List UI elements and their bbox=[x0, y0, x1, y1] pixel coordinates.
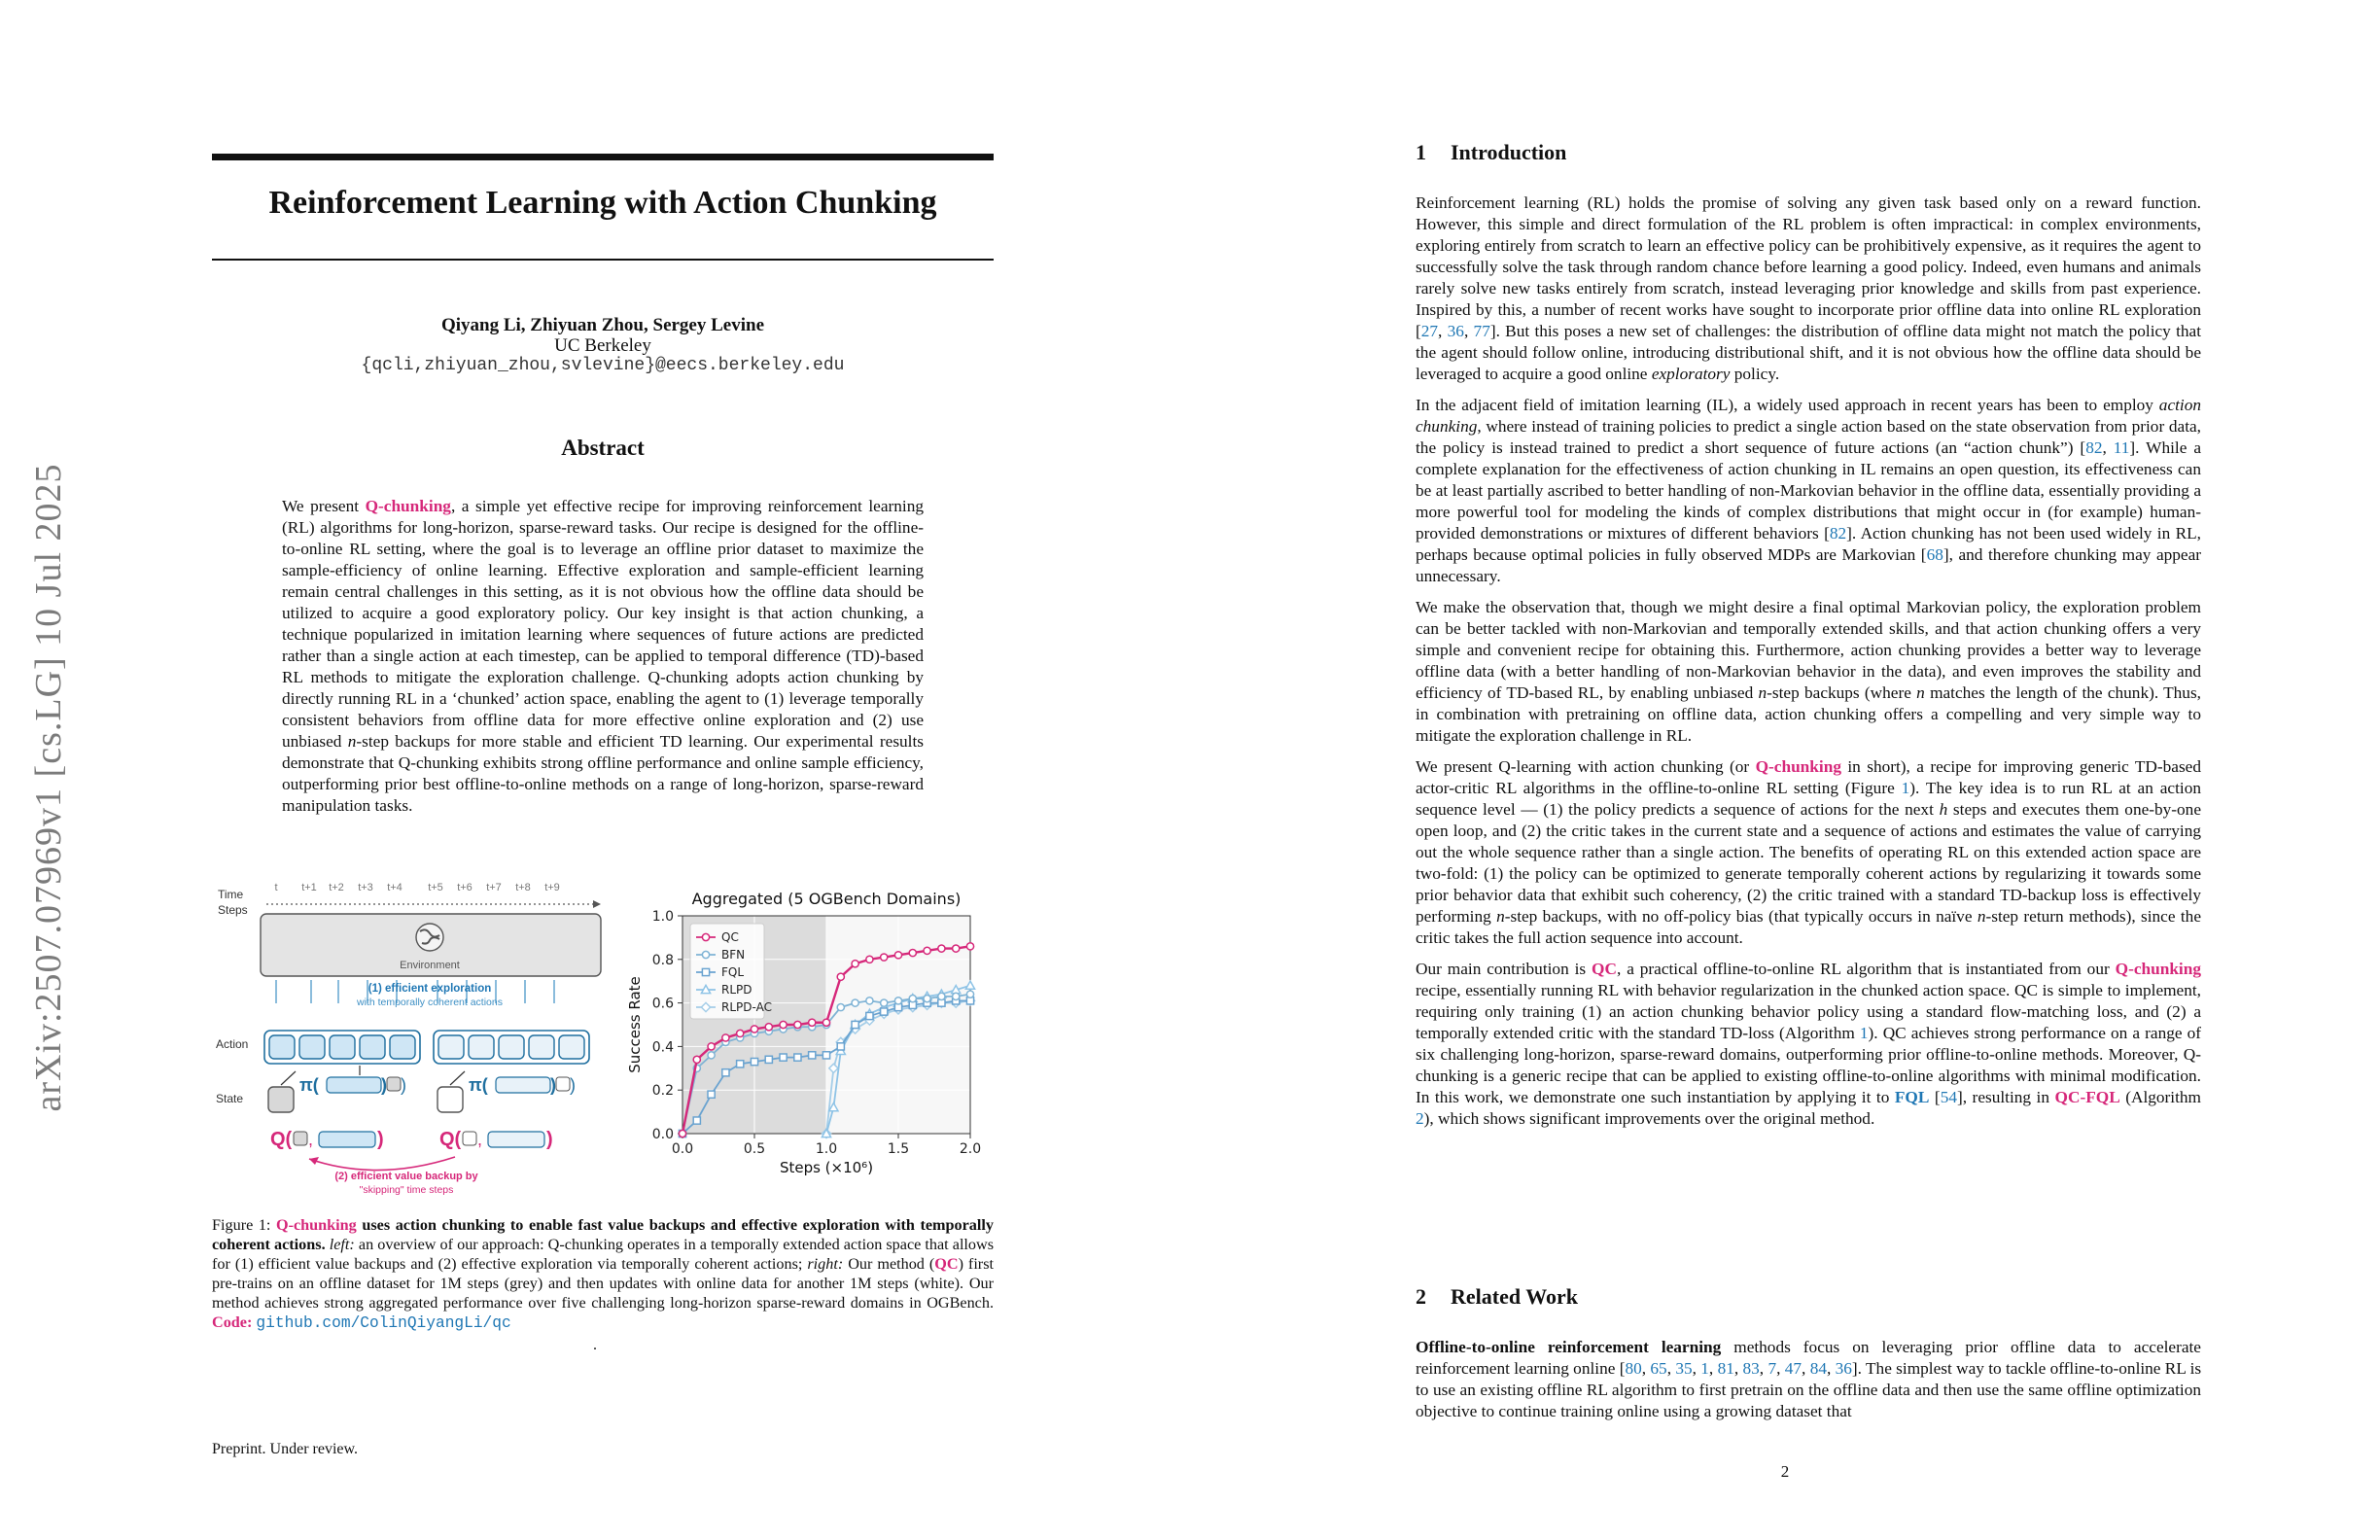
section-heading-related bbox=[1416, 1284, 2201, 1310]
caption-right: right: bbox=[807, 1255, 844, 1273]
citation-link[interactable]: 84 bbox=[1809, 1359, 1827, 1378]
section-title: Introduction bbox=[1451, 140, 1567, 164]
y-tick-label: 0.2 bbox=[651, 1083, 674, 1100]
citation-link[interactable]: 81 bbox=[1717, 1359, 1734, 1378]
preprint-footer: Preprint. Under review. bbox=[212, 1441, 359, 1457]
environment-label: Environment bbox=[400, 960, 460, 971]
text: Our main contribution is bbox=[1416, 960, 1592, 978]
text: in short), a recipe for improving generic TD-based actor-critic RL algorithms in the offline-to-online RL setting (Figure bbox=[1416, 757, 2201, 797]
data-point-qc bbox=[809, 1019, 816, 1026]
data-point-qc bbox=[924, 947, 930, 954]
intro-paragraph-2: In the adjacent field of imitation learning (IL), a widely used approach in recent years has been to employ action chunking, where instead of training policies to predict a single action based on the state observation from prior data, the policy is instead trained to predict a short sequence of future actions (an “action chunk”) [82, 11]. While a complete explanation for the effectiveness of action chunking in IL remains an open question, its effectiveness can be at least partially ascribed to better handling of non-Markovian behavior in the offline data, essentially providing a more powerful tool for modeling the kinds of complex distributions that might occur in (for example) human-provided demonstrations or mixtures of different behaviors [82]. Action chunking has not been used widely in RL, perhaps because optimal policies in fully observed MDPs are Markovian [68], and therefore chunking may appear unnecessary. bbox=[1416, 396, 2201, 585]
fql-link[interactable]: FQL bbox=[1894, 1088, 1930, 1106]
page-number: 2 bbox=[1780, 1462, 1790, 1481]
figure-1-svg bbox=[212, 875, 994, 1196]
figure-link[interactable]: 1 bbox=[1901, 779, 1910, 797]
text: ). QC achieves strong performance on a range of six challenging long-horizon, sparse-reward domains, outperforming prior offline-to-online methods. Moreover, Q-chunking is a generic recipe that can be applied to existing offline-to-online algorithms with minimal modification. In this work, we demonstrate one such instantiation by applying it to bbox=[1416, 1024, 2202, 1106]
caption-left: left: bbox=[329, 1236, 355, 1253]
state-arrow-1 bbox=[281, 1071, 296, 1085]
q-function-2-state bbox=[463, 1132, 476, 1145]
y-tick-label: 0.0 bbox=[651, 1127, 674, 1142]
text: -step backups, with no off-policy bias (that typically occurs in naïve bbox=[1504, 907, 1978, 926]
approach-diagram bbox=[216, 882, 601, 1196]
data-point-fql bbox=[751, 1058, 757, 1065]
section-heading-intro bbox=[1416, 140, 2201, 165]
data-point-qc bbox=[966, 943, 973, 950]
data-point-bfn bbox=[966, 991, 973, 998]
caption-dot: . bbox=[593, 1337, 597, 1353]
citation-link[interactable]: 82 bbox=[2085, 438, 2103, 457]
time-tick-label: t+9 bbox=[544, 882, 560, 893]
exploration-label-2: with temporally coherent actions bbox=[357, 997, 503, 1008]
abstract-text bbox=[282, 496, 924, 817]
math-n: n bbox=[1496, 907, 1505, 926]
algorithm-link[interactable]: 1 bbox=[1859, 1024, 1869, 1042]
text: -step backups (where bbox=[1767, 683, 1917, 702]
time-tick-label: t+2 bbox=[329, 882, 344, 893]
time-label-1: Time bbox=[218, 888, 244, 901]
data-point-bfn bbox=[924, 996, 930, 1002]
data-point-qc bbox=[693, 1056, 700, 1063]
policy-1-state bbox=[387, 1077, 401, 1091]
data-point-qc bbox=[751, 1026, 757, 1032]
data-point-fql bbox=[837, 1043, 844, 1050]
data-point-qc bbox=[938, 945, 945, 952]
text-italic: action chunking bbox=[1416, 396, 2201, 436]
data-point-fql bbox=[794, 1054, 801, 1061]
intro-paragraph-4 bbox=[1416, 756, 2201, 949]
data-point-qc bbox=[837, 973, 844, 980]
qchunking-link[interactable]: Q-chunking bbox=[1755, 757, 1841, 776]
action-label: Action bbox=[216, 1037, 249, 1051]
text-italic: exploratory bbox=[1651, 365, 1731, 383]
citation-link[interactable]: 36 bbox=[1835, 1359, 1852, 1378]
qc-fql-link[interactable]: QC-FQL bbox=[2054, 1088, 2120, 1106]
section-title: Related Work bbox=[1451, 1284, 1578, 1309]
time-tick-label: t+4 bbox=[387, 882, 402, 893]
qc-link[interactable]: QC bbox=[1592, 960, 1617, 978]
policy-2-chunk bbox=[496, 1077, 550, 1093]
data-point-fql bbox=[866, 1012, 873, 1019]
time-tick-label: t bbox=[274, 882, 278, 893]
code-link[interactable]: github.com/ColinQiyangLi/qc bbox=[256, 1314, 511, 1332]
title-rule-bottom bbox=[212, 259, 994, 261]
caption-text: ) first pre-trains on an offline dataset for 1M steps (grey) and then updates with online data for another 1M steps (white). Our method achieves strong aggregated performance over five challenging long-horizon sparse-reward domains in OGBench. bbox=[212, 1255, 994, 1312]
q-function-2-close: ) bbox=[546, 1129, 553, 1150]
author-emails: {qcli,zhiyuan_zhou,svlevine}@eecs.berkeley.edu bbox=[361, 356, 845, 375]
policy-2-end: ) bbox=[570, 1075, 576, 1095]
arxiv-stamp-text: arXiv:2507.07969v1 [cs.LG] 10 Jul 2025 bbox=[28, 463, 69, 1112]
x-axis-label: Steps (×10⁶) bbox=[779, 1159, 874, 1176]
x-tick-label: 1.0 bbox=[815, 1141, 838, 1157]
caption-qchunking[interactable]: Q-chunking bbox=[276, 1216, 357, 1234]
caption-code-label: Code: bbox=[212, 1313, 253, 1331]
text: ). The key idea is to run RL at an action sequence level — (1) the policy predicts a sequence of actions for the next bbox=[1416, 779, 2201, 819]
text: ], and therefore chunking may appear unnecessary. bbox=[1416, 545, 2201, 585]
time-label-2: Steps bbox=[218, 903, 248, 917]
state-box-1 bbox=[268, 1087, 294, 1112]
math-n: n bbox=[1758, 683, 1768, 702]
chart-title: Aggregated (5 OGBench Domains) bbox=[691, 890, 962, 908]
text: steps and executes them one-by-one open loop, and (2) the critic takes in the current state and a sequence of actions and estimates the value of carrying out the whole sequence rather than a single action. The benefits of operating RL on this extended action space are two-fold: (1) the policy can be optimized to generate temporally coherent actions by regularizing it towards some prior behavior data that exhibit such coherency, (2) the critic trained with a standard TD-backup loss is effectively performing bbox=[1416, 800, 2201, 926]
data-point-qc bbox=[822, 1019, 829, 1026]
data-point-qc bbox=[866, 956, 873, 962]
data-point-fql bbox=[809, 1052, 816, 1059]
policy-2-symbol: π( bbox=[469, 1075, 488, 1095]
time-tick-label: t+6 bbox=[457, 882, 472, 893]
data-point-fql bbox=[881, 1008, 888, 1015]
abstract-part: , a simple yet effective recipe for improving reinforcement learning (RL) algorithms for long-horizon, sparse-reward tasks. Our recipe is designed for the offline-to-online RL setting, where the goal is to leverage an offline prior dataset to maximize the sample-efficiency of online learning. Effective exploration and sample-efficient learning remain central challenges in this setting, as it is not obvious how the offline data should be utilized to acquire a good exploratory policy. Our key insight is that action chunking, a technique popularized in imitation learning where sequences of future actions are predicted rather than a single action at each timestep, can be applied to temporal difference (TD)-based RL methods to mitigate the exploration challenge. Q-chunking adopts action chunking by directly running RL in a ‘chunked’ action space, enabling the agent to (1) leverage temporally consistent behaviors from offline data for more effective online exploration and (2) use unbiased bbox=[282, 497, 924, 751]
legend-marker-bfn bbox=[702, 951, 709, 958]
page-right bbox=[1190, 0, 2380, 1540]
legend-label-rlpd-ac: RLPD-AC bbox=[721, 1000, 772, 1014]
data-point-qc bbox=[708, 1043, 715, 1050]
author-names: Qiyang Li, Zhiyuan Zhou, Sergey Levine bbox=[440, 315, 765, 335]
policy-2-state bbox=[556, 1077, 570, 1091]
data-point-fql bbox=[722, 1069, 729, 1076]
action-chunk-1-cells bbox=[269, 1035, 415, 1059]
text: ]. While a complete explanation for the effectiveness of action chunking in IL remains an open question, its effectiveness can be at least partially ascribed to better handling of non-Markovian behavior in the offline data, essentially providing a more powerful tool for modeling the kinds of complex distributions that might occur in (for example) human-provided demonstrations or mixtures of different behaviors [ bbox=[1416, 438, 2201, 542]
q-function-2-chunk bbox=[488, 1132, 544, 1147]
text: ]. Action chunking has not been used widely in RL, perhaps because optimal policies in fully observed MDPs are Markovian [ bbox=[1416, 524, 2201, 564]
intro-paragraph-1: Reinforcement learning (RL) holds the promise of solving any given task based only on a reward function. However, this simple and direct formulation of the RL problem is often impractical: in complex environments, exploring entirely from scratch to learn an effective policy can be prohibitively expensive, as it requires the agent to successfully solve the task through random chance before learning a good policy. Indeed, even humans and animals rarely solve new tasks entirely from scratch, instead leveraging prior knowledge and skills from past experience. Inspired by this, a number of recent works have sought to incorporate prior offline data into online RL exploration [27, 36, 77]. But this poses a new set of challenges: the distribution of offline data might not match the policy that the agent should follow online, introducing distributional shift, and it is not obvious how the offline data should be leveraged to acquire a good online exploratory policy. bbox=[1416, 193, 2202, 383]
data-point-bfn bbox=[953, 993, 960, 999]
data-point-bfn bbox=[708, 1052, 715, 1059]
policy-2-close: ) bbox=[550, 1075, 556, 1095]
title-rule-top bbox=[212, 154, 994, 160]
data-point-qc bbox=[894, 952, 901, 959]
math-n: n bbox=[347, 732, 357, 751]
citation-link[interactable]: 7 bbox=[1768, 1359, 1777, 1378]
policy-1-end: ) bbox=[401, 1075, 406, 1095]
time-tick-label: t+5 bbox=[428, 882, 443, 893]
figure-1 bbox=[212, 875, 994, 1196]
x-tick-label: 2.0 bbox=[959, 1141, 982, 1157]
citation-link[interactable]: 83 bbox=[1742, 1359, 1760, 1378]
intro-paragraph-5 bbox=[1416, 959, 2201, 1130]
text: matches the length of the chunk). Thus, in combination with pretraining on offline data, action chunking offers a compelling and very simple way to mitigate the exploration challenge in RL. bbox=[1416, 683, 2201, 745]
intro-body bbox=[1416, 192, 2201, 1130]
legend-marker-qc bbox=[702, 933, 709, 940]
y-tick-label: 1.0 bbox=[651, 909, 674, 925]
related-section bbox=[1416, 1284, 2201, 1310]
citation-link[interactable]: 77 bbox=[1473, 322, 1490, 340]
section-number: 2 bbox=[1416, 1284, 1426, 1309]
data-point-qc bbox=[722, 1034, 729, 1041]
citation-link[interactable]: 35 bbox=[1675, 1359, 1693, 1378]
data-point-bfn bbox=[881, 999, 888, 1006]
text: Reinforcement learning (RL) holds the promise of solving any given task based only on a reward function. However, this simple and direct formulation of the RL problem is often impractical: in complex environments, exploring entirely from scratch to learn an effective policy can be prohibitively expensive, as it requires the agent to successfully solve the task through random chance before learning a good policy. Indeed, even humans and animals rarely solve new tasks entirely from scratch, instead leveraging prior knowledge and skills from past experience. Inspired by this, a number of recent works have sought to incorporate prior offline data into online RL exploration [ bbox=[1416, 193, 2201, 340]
citation-link[interactable]: 11 bbox=[2113, 438, 2130, 457]
data-point-bfn bbox=[852, 999, 858, 1006]
citation-link[interactable]: 47 bbox=[1784, 1359, 1802, 1378]
text: [ bbox=[1929, 1088, 1941, 1106]
citation-link[interactable]: 36 bbox=[1447, 322, 1464, 340]
math-n: n bbox=[1977, 907, 1986, 926]
data-point-fql bbox=[852, 1021, 858, 1028]
data-point-fql bbox=[765, 1056, 772, 1063]
legend-label-rlpd: RLPD bbox=[721, 983, 752, 997]
citation-link[interactable]: 1 bbox=[1700, 1359, 1709, 1378]
data-point-qc bbox=[852, 961, 858, 967]
math-h: h bbox=[1939, 800, 1948, 819]
text: ]. The simplest way to tackle offline-to-online RL is to use an existing offline RL algorithm to first pretrain on the offline data and then use the same offline optimization objective to continue training online using a growing dataset that bbox=[1416, 1359, 2202, 1420]
citation-link[interactable]: 54 bbox=[1940, 1088, 1957, 1106]
citation-link[interactable]: 68 bbox=[1926, 545, 1943, 564]
data-point-fql bbox=[693, 1117, 700, 1124]
qchunking-link[interactable]: Q-chunking bbox=[2115, 960, 2201, 978]
abstract-part: -step backups for more stable and efficient TD learning. Our experimental results demonstrate that Q-chunking exhibits strong offline performance and online sample efficiency, outperforming prior best offline-to-online methods on a range of long-horizon, sparse-reward manipulation tasks. bbox=[282, 732, 925, 815]
legend-label-bfn: BFN bbox=[721, 948, 746, 962]
backup-label-2: "skipping" time steps bbox=[359, 1184, 454, 1196]
time-axis-arrow bbox=[593, 900, 601, 908]
time-tick-label: t+1 bbox=[301, 882, 317, 893]
text: policy. bbox=[1730, 365, 1780, 383]
intro-section bbox=[1416, 140, 2201, 165]
text: We present Q-learning with action chunking (or bbox=[1416, 757, 1756, 776]
citation-link[interactable]: 80 bbox=[1625, 1359, 1642, 1378]
affiliation: UC Berkeley bbox=[554, 335, 651, 356]
exploration-label-1: (1) efficient exploration bbox=[368, 983, 492, 995]
algorithm-link[interactable]: 2 bbox=[1416, 1109, 1424, 1128]
intro-paragraph-3 bbox=[1416, 597, 2201, 747]
text: ], resulting in bbox=[1956, 1088, 2055, 1106]
text: , where instead of training policies to predict a single action based on the state observation from prior data, the policy is instead trained to predict a short sequence of future actions (an “action chunk”) [ bbox=[1416, 417, 2201, 457]
x-tick-label: 0.5 bbox=[743, 1141, 766, 1157]
text: recipe, essentially running RL with behavior regularization in the chunked action space. QC is simple to implement, requiring only training (1) an action chunking behavior policy using a standard flow-matching loss, and (2) a temporally extended critic with the standard TD-loss (Algorithm bbox=[1416, 981, 2201, 1042]
related-paragraph-1 bbox=[1416, 1337, 2201, 1422]
data-point-bfn bbox=[866, 998, 873, 1004]
text: We make the observation that, though we might desire a final optimal Markovian policy, the exploration problem can be better tackled with non-Markovian and temporally extended skills, and that action chunking offers a very simple and convenient recipe for obtaining this. Furthermore, action chunking provides a better way to leverage offline data (with a better handling of non-Markovian behavior in the data), and even improves the stability and efficiency of TD-based RL, by enabling unbiased bbox=[1416, 598, 2201, 702]
state-arrow-2 bbox=[450, 1071, 465, 1085]
data-point-qc bbox=[953, 945, 960, 952]
time-ticks bbox=[274, 882, 559, 893]
caption-qc[interactable]: QC bbox=[934, 1255, 959, 1273]
data-point-qc bbox=[737, 1030, 744, 1036]
legend-marker-fql bbox=[702, 968, 709, 975]
aggregated-chart bbox=[626, 890, 981, 1176]
state-box-2 bbox=[438, 1087, 463, 1112]
legend-label-qc: QC bbox=[721, 930, 739, 944]
q-function-1-sep: , bbox=[308, 1130, 314, 1149]
data-point-fql bbox=[780, 1054, 787, 1061]
data-point-qc bbox=[794, 1021, 801, 1028]
x-tick-label: 0.0 bbox=[671, 1141, 694, 1157]
q-function-2-sep: , bbox=[477, 1130, 483, 1149]
backup-arrow bbox=[309, 1157, 455, 1171]
abstract-part: We present bbox=[282, 497, 366, 515]
related-citations: 80, 65, 35, 1, 81, 83, 7, 47, 84, 36 bbox=[1625, 1359, 1852, 1378]
y-tick-label: 0.8 bbox=[651, 952, 674, 968]
caption-text: Our method ( bbox=[843, 1255, 935, 1273]
data-point-fql bbox=[822, 1052, 829, 1059]
y-tick-label: 0.6 bbox=[651, 996, 674, 1012]
data-point-bfn bbox=[894, 998, 901, 1004]
data-point-bfn bbox=[837, 1003, 844, 1010]
data-point-fql bbox=[737, 1061, 744, 1068]
abstract-heading: Abstract bbox=[561, 436, 645, 460]
text: ), which shows significant improvements over the original method. bbox=[1423, 1109, 1875, 1128]
text: , a practical offline-to-online RL algorithm that is instantiated from our bbox=[1616, 960, 2116, 978]
q-function-1-state bbox=[294, 1132, 307, 1145]
globe-icon bbox=[416, 924, 443, 951]
text: methods focus on leveraging prior offline data to accelerate reinforcement learning online [ bbox=[1416, 1338, 2201, 1378]
caption-text: an overview of our approach: Q-chunking operates in a temporally extended action space that allows for (1) efficient value backups and (2) effective exploration via temporally coherent actions; bbox=[212, 1236, 995, 1273]
policy-1-chunk bbox=[327, 1077, 381, 1093]
arxiv-stamp bbox=[10, 447, 88, 1128]
text: -step return methods), since the critic takes the full action sequence into account. bbox=[1416, 907, 2201, 947]
time-tick-label: t+7 bbox=[486, 882, 502, 893]
data-point-fql bbox=[708, 1091, 715, 1098]
data-point-qc bbox=[909, 949, 916, 956]
x-tick-label: 1.5 bbox=[887, 1141, 910, 1157]
text-bold: Offline-to-online reinforcement learning bbox=[1416, 1338, 1722, 1356]
citation-link[interactable]: 82 bbox=[1829, 524, 1847, 542]
qchunking-link[interactable]: Q-chunking bbox=[365, 497, 451, 515]
math-n: n bbox=[1916, 683, 1925, 702]
q-function-1-chunk bbox=[319, 1132, 375, 1147]
citation-link[interactable]: 65 bbox=[1650, 1359, 1667, 1378]
author-block bbox=[212, 315, 994, 376]
data-point-bfn bbox=[909, 996, 916, 1002]
data-point-qc bbox=[765, 1024, 772, 1031]
caption-bold: uses action chunking to enable fast value backups and effective exploration with temporally coherent actions. bbox=[212, 1216, 994, 1253]
backup-label-1: (2) efficient value backup by bbox=[334, 1171, 478, 1182]
text: ]. But this poses a new set of challenges: the distribution of offline data might not match the policy that the agent should follow online, introducing distributional shift, and it is not obvious how the offline data should be leveraged to acquire a good online bbox=[1416, 322, 2202, 383]
data-point-bfn bbox=[938, 993, 945, 999]
citation-link[interactable]: 27 bbox=[1420, 322, 1439, 340]
text: In the adjacent field of imitation learning (IL), a widely used approach in recent years has been to employ bbox=[1416, 396, 2159, 414]
text: (Algorithm bbox=[2119, 1088, 2201, 1106]
action-chunk-2-cells bbox=[438, 1035, 584, 1059]
time-tick-label: t+3 bbox=[358, 882, 373, 893]
data-point-qc bbox=[679, 1130, 685, 1137]
related-body bbox=[1416, 1337, 2201, 1422]
y-axis-label: Success Rate bbox=[626, 976, 644, 1073]
policy-1-close: ) bbox=[381, 1075, 387, 1095]
y-tick-label: 0.4 bbox=[651, 1039, 674, 1056]
section-number: 1 bbox=[1416, 140, 1426, 164]
q-function-2-symbol: Q( bbox=[439, 1129, 462, 1150]
caption-label: Figure 1: bbox=[212, 1216, 276, 1234]
paper-title: Reinforcement Learning with Action Chunking bbox=[268, 185, 937, 221]
policy-1-symbol: π( bbox=[299, 1075, 319, 1095]
legend-label-fql: FQL bbox=[721, 965, 745, 979]
state-label: State bbox=[216, 1092, 244, 1105]
time-tick-label: t+8 bbox=[515, 882, 531, 893]
figure-1-caption bbox=[212, 1215, 994, 1333]
data-point-qc bbox=[780, 1021, 787, 1028]
q-function-1-close: ) bbox=[377, 1129, 384, 1150]
data-point-qc bbox=[881, 954, 888, 961]
q-function-1-symbol: Q( bbox=[270, 1129, 293, 1150]
